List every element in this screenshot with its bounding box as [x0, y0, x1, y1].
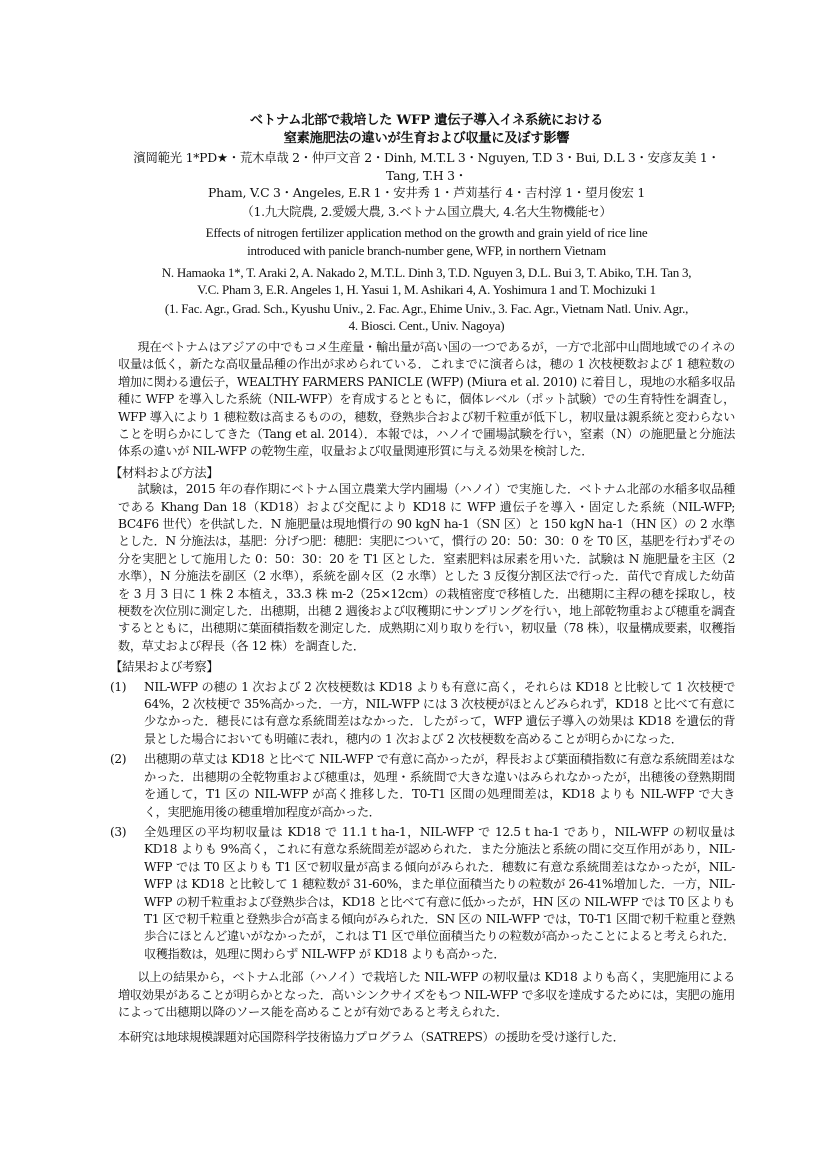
result-item-number: (2) — [110, 752, 127, 767]
affiliations-japanese: （1.九大院農, 2.愛媛大農, 3.ベトナム国立農大, 4.名大生物機能セ） — [241, 203, 612, 219]
affiliations-english — [118, 300, 735, 335]
result-item-number: (1) — [110, 679, 127, 694]
result-item-number: (3) — [110, 824, 127, 839]
result-item-text: 全処理区の平均籾収量は KD18 で 11.1 t ha-1，NIL-WFP で 12.5 t ha-1 であり，NIL-WFP の籾収量は KD18 よりも 9%高く，これに有意な系統間差が認められた．また分施法と系統の間に交互作用があり，NIL-WFP では T0 区よりも T1 区で籾収量が高まる傾向がみられた．穂数に有意な系統間差はなかったが，NIL-WFP は KD18 と比較して 1 穂粒数が 31-60%，また単位面積当たりの粒数が 26-41%増加した．一方，NIL-WFP の籾千粒重および登熟歩合は，KD18 と比べて有意に低かったが，HN 区の NIL-WFP では T0 区よりも T1 区で籾千粒重と登熟歩合が高まる傾向がみられた．SN 区の NIL-WFP では，T0-T1 区間で籾千粒重と登熟歩合にほとんど違いがなかったが，これは T1 区で単位面積当たりの粒数が高かったことによると考えられた．収穫指数は，処理に関わらず NIL-WFP が KD18 よりも高かった． — [144, 824, 735, 961]
affil-en-line-2: 4. Biosci. Cent., Univ. Nagoya) — [348, 318, 505, 334]
methods-paragraph: 試験は，2015 年の春作期にベトナム国立農業大学内圃場（ハノイ）で実施した．ベトナム北部の水稲多収品種である Khang Dan 18（KD18）および交配により KD18 に WFP 遺伝子を導入・固定した系統（NIL-WFP; BC4F6 世代）を供試した．N 施肥量は現地慣行の 90 kgN ha-1（SN 区）と 150 kgN ha-1（HN 区）の 2 水準とした．N 分施法は，基肥：分げつ肥：穂肥：実肥について，慣行の 20：50：30：0 を T0 区，基肥を行わずその分を実肥として施用した 0：50：30：20 を T1 区とした．窒素肥料は尿素を用いた．試験は N 施肥量を主区（2 水準），N 分施法を副区（2 水準），系統を副々区（2 水準）とした 3 反復分割区法で行った．苗代で育成した幼苗を 3 月 3 日に 1 株 2 本植え，33.3 株 m-2（25×12cm）の栽植密度で移植した．出穂期に主稈の穂を採取し，枝梗数を次位別に測定した．出穂期，出穂 2 週後および収穫期にサンプリングを行い，地上部乾物重および穂重を調査するとともに，出穂期に葉面積指数を測定した．成熟期に刈り取りを行い，籾収量（78 株），収量構成要素，収穫指数，草丈および稈長（各 12 株）を調査した． — [118, 482, 735, 653]
title-line-2: 窒素施肥法の違いが生育および収量に及ぼす影響 — [283, 131, 570, 146]
result-item-text: 出穂期の草丈は KD18 と比べて NIL-WFP で有意に高かったが，稈長および葉面積指数に有意な系統間差はなかった．出穂期の全乾物重および穂重は，処理・系統間で大きな違いはみられなかったが，出穂後の登熟期間を通して，T1 区の NIL-WFP が高く推移した．T0-T1 区間の処理間差は，KD18 よりも NIL-WFP で大きく，実肥施用後の穂重増加程度が高かった． — [144, 752, 735, 819]
authors-english — [118, 264, 735, 299]
title-line-1: ベトナム北部で栽培した WFP 遺伝子導入イネ系統における — [249, 113, 604, 128]
results-heading: 【結果および考察】 — [110, 659, 219, 675]
methods-heading: 【材料および方法】 — [110, 464, 219, 480]
results-list — [110, 679, 735, 964]
result-item-text: NIL-WFP の穂の 1 次および 2 次枝梗数は KD18 よりも有意に高く，それらは KD18 と比較して 1 次枝梗で 64%，2 次枝梗で 35%高かった．一方，NIL-WFP には 3 次枝梗がほとんどみられず，KD18 と比べて有意に少なかった．穂長には有意な系統間差はなかった．したがって，WFP 遺伝子導入の効果は KD18 を遺伝的背景とした場合においても明確に表れ，穂内の 1 次および 2 次枝梗数を高めることが明らかになった． — [144, 679, 735, 746]
acknowledgement-paragraph: 本研究は地球規模課題対応国際科学技術協力プログラム（SATREPS）の援助を受け遂行した． — [118, 1030, 625, 1045]
introduction-paragraph: 現在ベトナムはアジアの中でもコメ生産量・輸出量が高い国の一つであるが，一方で北部中山間地域でのイネの収量は低く，新たな高収量品種の作出が求められている．これまでに演者らは，穂の 1 次枝梗数および 1 穂粒数の増加に関わる遺伝子，WEALTHY FARMERS PANICLE (WFP) (Miura et al. 2010) に着目し，現地の水稲多収品種に WFP を導入した系統（NIL-WFP）を育成するとともに，個体レベル（ポット試験）での生育特性を調査し，WFP 導入により 1 穂粒数は高まるものの，穂数，登熟歩合および籾千粒重が低下し，籾収量は親系統と変わらないことを明らかにしてきた（Tang et al. 2014）．本報では，ハノイで圃場試験を行い，窒素（N）の施肥量と分施法体系の違いが NIL-WFP の乾物生産，収量および収量関連形質に与える効果を検討した． — [118, 339, 735, 459]
english-title — [118, 224, 735, 259]
authors-en-line-1: N. Hamaoka 1*, T. Araki 2, A. Nakado 2, M.T.L. Dinh 3, T.D. Nguyen 3, D.L. Bui 3, T. Abiko, T.H. Tan 3, — [161, 264, 692, 280]
conclusion-paragraph: 以上の結果から，ベトナム北部（ハノイ）で栽培した NIL-WFP の籾収量は KD18 よりも高く，実肥施用による増収効果があることが明らかとなった．高いシンクサイズをもつ NIL-WFP で多収を達成するためには，実肥の施用によって出穂期以降のソース能を高めることが有効であると考えられた． — [118, 970, 735, 1019]
paper-page — [110, 112, 735, 1047]
authors-en-line-2: V.C. Pham 3, E.R. Angeles 1, H. Yasui 1, M. Ashikari 4, A. Yoshimura 1 and T. Mochizuki 1 — [197, 282, 656, 298]
result-item — [110, 751, 735, 821]
affil-en-line-1: (1. Fac. Agr., Grad. Sch., Kyushu Univ., 2. Fac. Agr., Ehime Univ., 3. Fac. Agr., Vietnam Natl. Univ. Agr., — [164, 300, 689, 316]
en-title-line-1: Effects of nitrogen fertilizer application method on the growth and grain yield of rice line — [205, 225, 648, 241]
authors-jp-line-2: Pham, V.C 3・Angeles, E.R 1・安井秀 1・芦苅基行 4・吉村淳 1・望月俊宏 1 — [208, 185, 645, 201]
authors-jp-line-1: 濱岡範光 1*PD★・荒木卓哉 2・仲戸文音 2・Dinh, M.T.L 3・Nguyen, T.D 3・Bui, D.L 3・安彦友美 1・Tang, T.H 3・ — [133, 150, 720, 183]
result-item — [110, 824, 735, 963]
authors-japanese — [118, 149, 735, 202]
result-item — [110, 679, 735, 749]
en-title-line-2: introduced with panicle branch-number gene, WFP, in northern Vietnam — [247, 242, 606, 258]
paper-title — [118, 112, 735, 148]
